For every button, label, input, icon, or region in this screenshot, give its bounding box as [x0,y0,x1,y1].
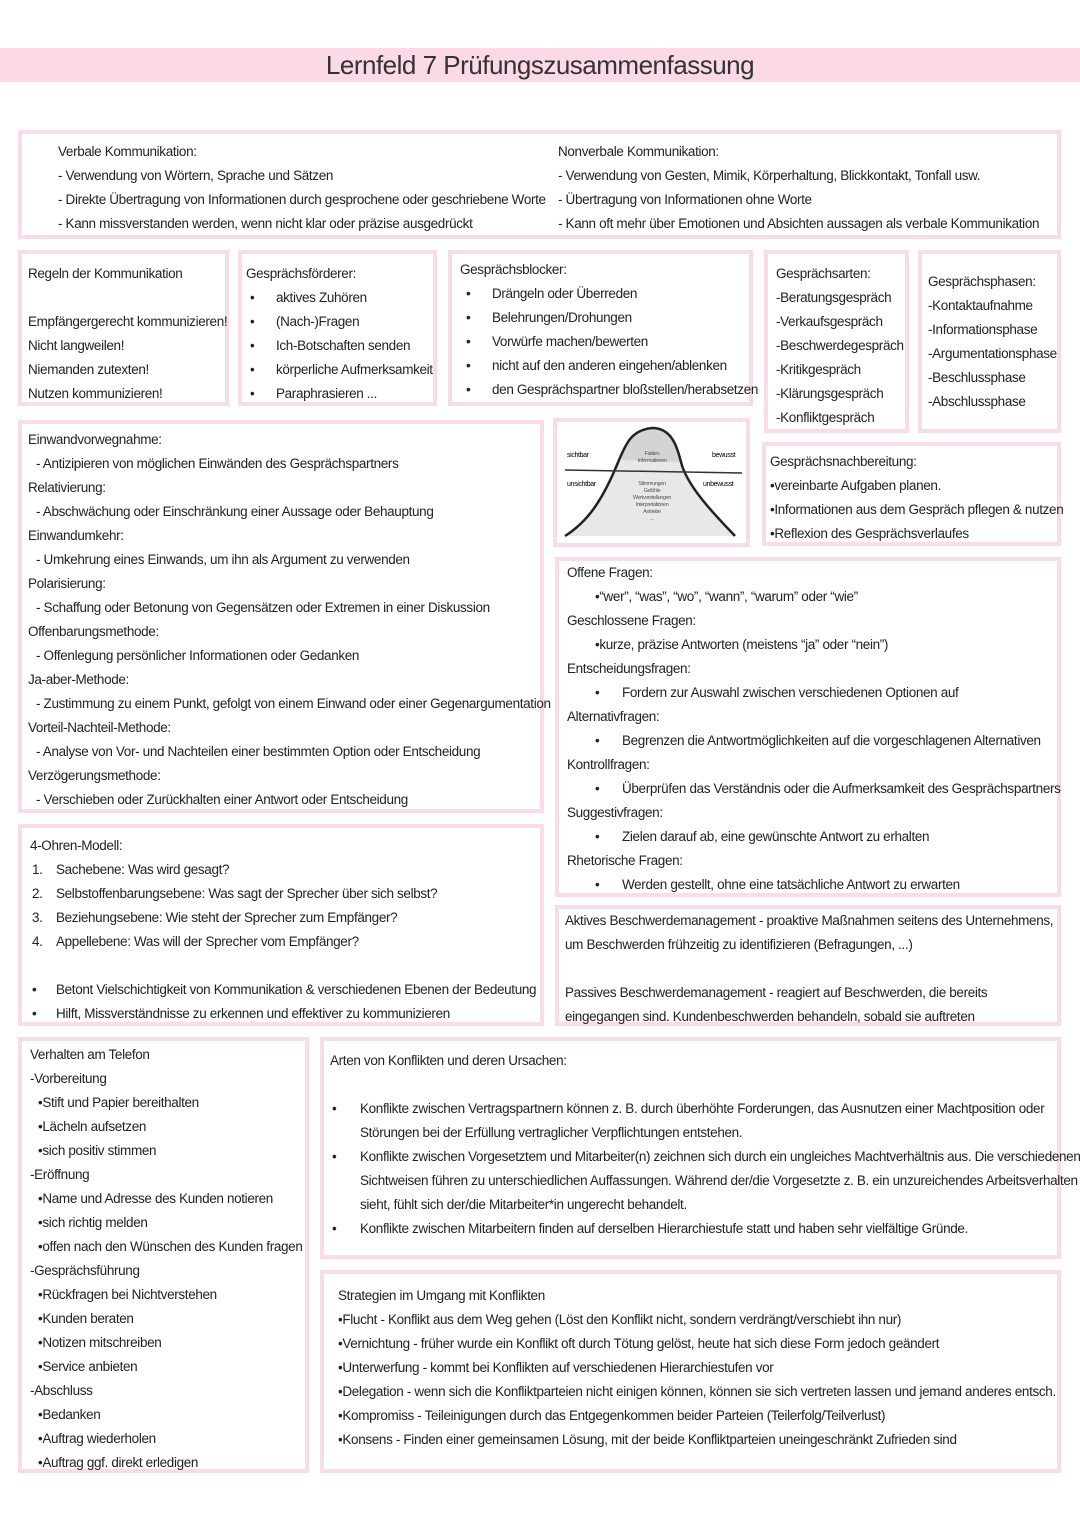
eisberg-text: ... [650,516,654,522]
einwand-term: Offenbarungsmethode: [28,624,159,639]
konflikt-line: sieht, fühlt sich der/die Mitarbeiter*in ungerecht behandelt. [360,1197,687,1212]
telefon-phase: -Vorbereitung [30,1071,107,1086]
einwand-desc: - Zustimmung zu einem Punkt, gefolgt von einem Einwand oder einer Gegenargumentation [36,696,551,711]
list-item: •Lächeln aufsetzen [38,1119,147,1134]
fragen-term: Offene Fragen: [567,565,653,580]
list-item: •Auftrag ggf. direkt erledigen [38,1455,199,1470]
eisberg-text: Antriebe [643,509,661,515]
list-item: • Paraphrasieren ... [246,382,433,406]
label-sichtbar: sichtbar [567,452,589,459]
gespraechsphasen-box [918,250,1061,433]
einwand-desc: - Schaffung oder Betonung von Gegensätzen oder Extremen in einer Diskussion [36,600,490,615]
list-item: -Abschlussphase [928,394,1026,409]
list-item: • Ich-Botschaften senden [246,334,433,358]
list-item: •Notizen mitschreiben [38,1335,162,1350]
einwand-desc: - Abschwächung oder Einschränkung einer Aussage oder Behauptung [36,504,434,519]
list-item: -Klärungsgespräch [776,386,884,401]
fragen-term: Entscheidungsfragen: [567,661,691,676]
eisberg-box [553,418,750,547]
list-item: - Verwendung von Wörtern, Sprache und Sätzen [58,168,334,183]
telefon-box [18,1037,309,1473]
nachbereitung-box [762,442,1064,546]
list-item: •Service anbieten [38,1359,138,1374]
list-item: -Konfliktgespräch [776,410,875,425]
spacer [30,954,536,978]
beschwerde-line: Aktives Beschwerdemanagement - proaktive Maßnahmen seitens des Unternehmens, [565,913,1054,928]
list-item: • (Nach-)Fragen [246,310,433,334]
foerderer-box [238,250,437,406]
blocker-box [448,250,759,406]
ohren-level: 1. Sachebene: Was wird gesagt? [30,858,536,882]
einwand-desc: - Analyse von Vor- und Nachteilen einer bestimmten Option oder Entscheidung [36,744,481,759]
fragen-term: Kontrollfragen: [567,757,650,772]
list-item: • Vorwürfe machen/bewerten [460,330,758,354]
list-item: •Bedanken [38,1407,101,1422]
list-item: •sich richtig melden [38,1215,148,1230]
einwand-term: Einwandumkehr: [28,528,124,543]
strategien-box [320,1270,1061,1473]
rule-item: Nicht langweilen! [28,338,125,353]
konflikt-line: Störungen bei der Erfüllung vertraglicher Verpflichtungen entstehen. [360,1125,743,1140]
kommunikation-box [18,130,1061,239]
list-item: •sich positiv stimmen [38,1143,157,1158]
ohren-level: 4. Appellebene: Was will der Sprecher vom Empfänger? [30,930,536,954]
konflikt-line: • Konflikte zwischen Mitarbeitern finden auf derselben Hierarchiestufe statt und haben sehr vielfältige Gründe. [330,1217,1080,1241]
list-item: • nicht auf den anderen eingehen/ablenken [460,354,758,378]
eisberg-text: Wertvorstellungen [632,495,672,501]
list-item: •Kunden beraten [38,1311,134,1326]
fragen-desc: • Begrenzen die Antwortmöglichkeiten auf die vorgeschlagenen Alternativen [567,729,1061,753]
spacer [28,286,227,310]
list-item: -Verkaufsgespräch [776,314,883,329]
konflikt-line: • Konflikte zwischen Vertragspartnern können z. B. durch überhöhte Forderungen, das Ausnutzen einer Machtposition oder [330,1097,1080,1121]
fragen-desc: •“wer”, “was”, “wo”, “wann”, “warum” oder “wie” [595,589,858,604]
list-item: -Beratungsgespräch [776,290,892,305]
list-item: •Reflexion des Gesprächsverlaufes [770,526,969,541]
fragen-term: Suggestivfragen: [567,805,663,820]
list-item: • Betont Vielschichtigkeit von Kommunikation & verschiedenen Ebenen der Bedeutung [30,978,536,1002]
einwand-term: Einwandvorwegnahme: [28,432,162,447]
list-item: • Belehrungen/Drohungen [460,306,758,330]
fragen-desc: • Überprüfen das Verständnis oder die Aufmerksamkeit des Gesprächspartners [567,777,1061,801]
konflikt-line: Sichtweisen führen zu unterschiedlichen Auffassungen. Während der/die Vorgesetzte z. B. ein unzureichendes Arbeitsverhalten [360,1173,1078,1188]
einwand-term: Relativierung: [28,480,106,495]
list-item: - Übertragung von Informationen ohne Worte [558,192,812,207]
einwand-term: Vorteil-Nachteil-Methode: [28,720,171,735]
beschwerde-line: eingegangen sind. Kundenbeschwerden behandeln, sobald sie auftreten [565,1009,975,1024]
list-item: •Delegation - wenn sich die Konfliktparteien nicht einigen können, können sie sich vertreten lassen und jemand anderes entsch. [338,1384,1056,1399]
einwand-box [18,420,551,813]
list-item: •vereinbarte Aufgaben planen. [770,478,941,493]
telefon-phase: -Eröffnung [30,1167,90,1182]
konflikte-heading: Arten von Konflikten und deren Ursachen: [330,1053,567,1068]
regeln-heading: Regeln der Kommunikation [28,266,183,281]
list-item: • körperliche Aufmerksamkeit [246,358,433,382]
label-unsichtbar: unsichtbar [567,481,596,488]
konflikte-box [320,1037,1080,1259]
list-item: •Stift und Papier bereithalten [38,1095,199,1110]
fragen-desc: • Fordern zur Auswahl zwischen verschiedenen Optionen auf [567,681,1061,705]
nonverbal-heading: Nonverbale Kommunikation: [558,144,719,159]
einwand-desc: - Offenlegung persönlicher Informationen oder Gedanken [36,648,360,663]
fragen-desc: • Zielen darauf ab, eine gewünschte Antwort zu erhalten [567,825,1061,849]
fragen-box [555,557,1061,897]
list-item: -Beschwerdegespräch [776,338,904,353]
spacer [565,957,1053,981]
list-item: - Kann missverstanden werden, wenn nicht klar oder präzise ausgedrückt [58,216,473,231]
eisberg-diagram [557,422,746,543]
nachbereitung-heading: Gesprächsnachbereitung: [770,454,917,469]
rule-item: Empfängergerecht kommunizieren! [28,314,228,329]
fragen-term: Alternativfragen: [567,709,660,724]
page-title: Lernfeld 7 Prüfungszusammenfassung [325,50,755,80]
beschwerde-line: Passives Beschwerdemanagement - reagiert auf Beschwerden, die bereits [565,985,988,1000]
list-item: -Argumentationsphase [928,346,1057,361]
einwand-desc: - Antizipieren von möglichen Einwänden des Gesprächspartners [36,456,399,471]
list-item: -Kontaktaufnahme [928,298,1033,313]
list-item: • Hilft, Missverständnisse zu erkennen und effektiver zu kommunizieren [30,1002,536,1026]
label-bewusst: bewusst [712,452,736,459]
list-item: • aktives Zuhören [246,286,433,310]
list-item: •Unterwerfung - kommt bei Konflikten auf verschiedenen Hierarchiestufen vor [338,1360,774,1375]
label-unbewusst: unbewusst [703,481,734,488]
fragen-term: Rhetorische Fragen: [567,853,683,868]
arten-heading: Gesprächsarten: [776,266,871,281]
list-item: •Flucht - Konflikt aus dem Weg gehen (Löst den Konflikt nicht, sondern verdrängt/verschiebt ihn nur) [338,1312,902,1327]
phasen-heading: Gesprächsphasen: [928,274,1036,289]
verbal-column [58,140,546,236]
telefon-heading: Verhalten am Telefon [30,1047,150,1062]
list-item: •Name und Adresse des Kunden notieren [38,1191,273,1206]
einwand-desc: - Umkehrung eines Einwands, um ihn als Argument zu verwenden [36,552,410,567]
list-item: • Drängeln oder Überreden [460,282,758,306]
einwand-term: Ja-aber-Methode: [28,672,129,687]
ohren-heading: 4-Ohren-Modell: [30,838,123,853]
strategien-heading: Strategien im Umgang mit Konflikten [338,1288,545,1303]
list-item: -Beschlussphase [928,370,1026,385]
blocker-heading: Gesprächsblocker: [460,262,567,277]
konflikt-line: • Konflikte zwischen Vorgesetztem und Mitarbeiter(n) zeichnen sich durch ein ungleiches Machtverhältnis aus. Die verschiedenen [330,1145,1080,1169]
foerderer-heading: Gesprächsförderer: [246,266,356,281]
list-item: • den Gesprächspartner bloßstellen/herabsetzen [460,378,758,402]
list-item: •Rückfragen bei Nichtverstehen [38,1287,217,1302]
beschwerde-line: um Beschwerden frühzeitig zu identifizieren (Befragungen, ...) [565,937,913,952]
telefon-phase: -Abschluss [30,1383,93,1398]
eisberg-text: Gefühle [643,488,661,494]
vier-ohren-box [18,824,544,1026]
ohren-level: 3. Beziehungsebene: Wie steht der Sprecher zum Empfänger? [30,906,536,930]
regeln-box [18,250,229,406]
eisberg-text: Stimmungen [638,481,666,487]
telefon-phase: -Gesprächsführung [30,1263,140,1278]
eisberg-text: Interpretationen [635,502,669,508]
list-item: •Vernichtung - früher wurde ein Konflikt oft durch Tötung gelöst, heute hat sich diese Form jedoch geändert [338,1336,940,1351]
list-item: - Direkte Übertragung von Informationen durch gesprochene oder geschriebene Worte [58,192,546,207]
list-item: •offen nach den Wünschen des Kunden fragen [38,1239,303,1254]
fragen-desc: •kurze, präzise Antworten (meistens “ja” oder “nein”) [595,637,889,652]
verbal-heading: Verbale Kommunikation: [58,144,197,159]
fragen-desc: • Werden gestellt, ohne eine tatsächliche Antwort zu erwarten [567,873,1061,897]
nonverbal-column [558,140,1039,236]
ohren-level: 2. Selbstoffenbarungsebene: Was sagt der Sprecher über sich selbst? [30,882,536,906]
list-item: •Informationen aus dem Gespräch pflegen & nutzen [770,502,1064,517]
list-item: •Auftrag wiederholen [38,1431,156,1446]
einwand-term: Polarisierung: [28,576,106,591]
list-item: •Kompromiss - Teileinigungen durch das Entgegenkommen beider Parteien (Teilerfolg/Teilverlust) [338,1408,886,1423]
einwand-term: Verzögerungsmethode: [28,768,161,783]
list-item: - Verwendung von Gesten, Mimik, Körperhaltung, Blickkontakt, Tonfall usw. [558,168,981,183]
list-item: -Kritikgespräch [776,362,861,377]
rule-item: Nutzen kommunizieren! [28,386,163,401]
gespraechsarten-box [764,250,909,433]
list-item: - Kann oft mehr über Emotionen und Absichten aussagen als verbale Kommunikation [558,216,1040,231]
beschwerde-box [555,905,1061,1026]
einwand-desc: - Verschieben oder Zurückhalten einer Antwort oder Entscheidung [36,792,408,807]
list-item: •Konsens - Finden einer gemeinsamen Lösung, mit der beide Konfliktparteien uneingeschränkt Zufrieden sind [338,1432,957,1447]
spacer [330,1073,1080,1097]
eisberg-text: Fakten [644,451,660,457]
fragen-term: Geschlossene Fragen: [567,613,696,628]
list-item: -Informationsphase [928,322,1038,337]
rule-item: Niemanden zutexten! [28,362,149,377]
eisberg-text: Informationen [637,458,667,464]
